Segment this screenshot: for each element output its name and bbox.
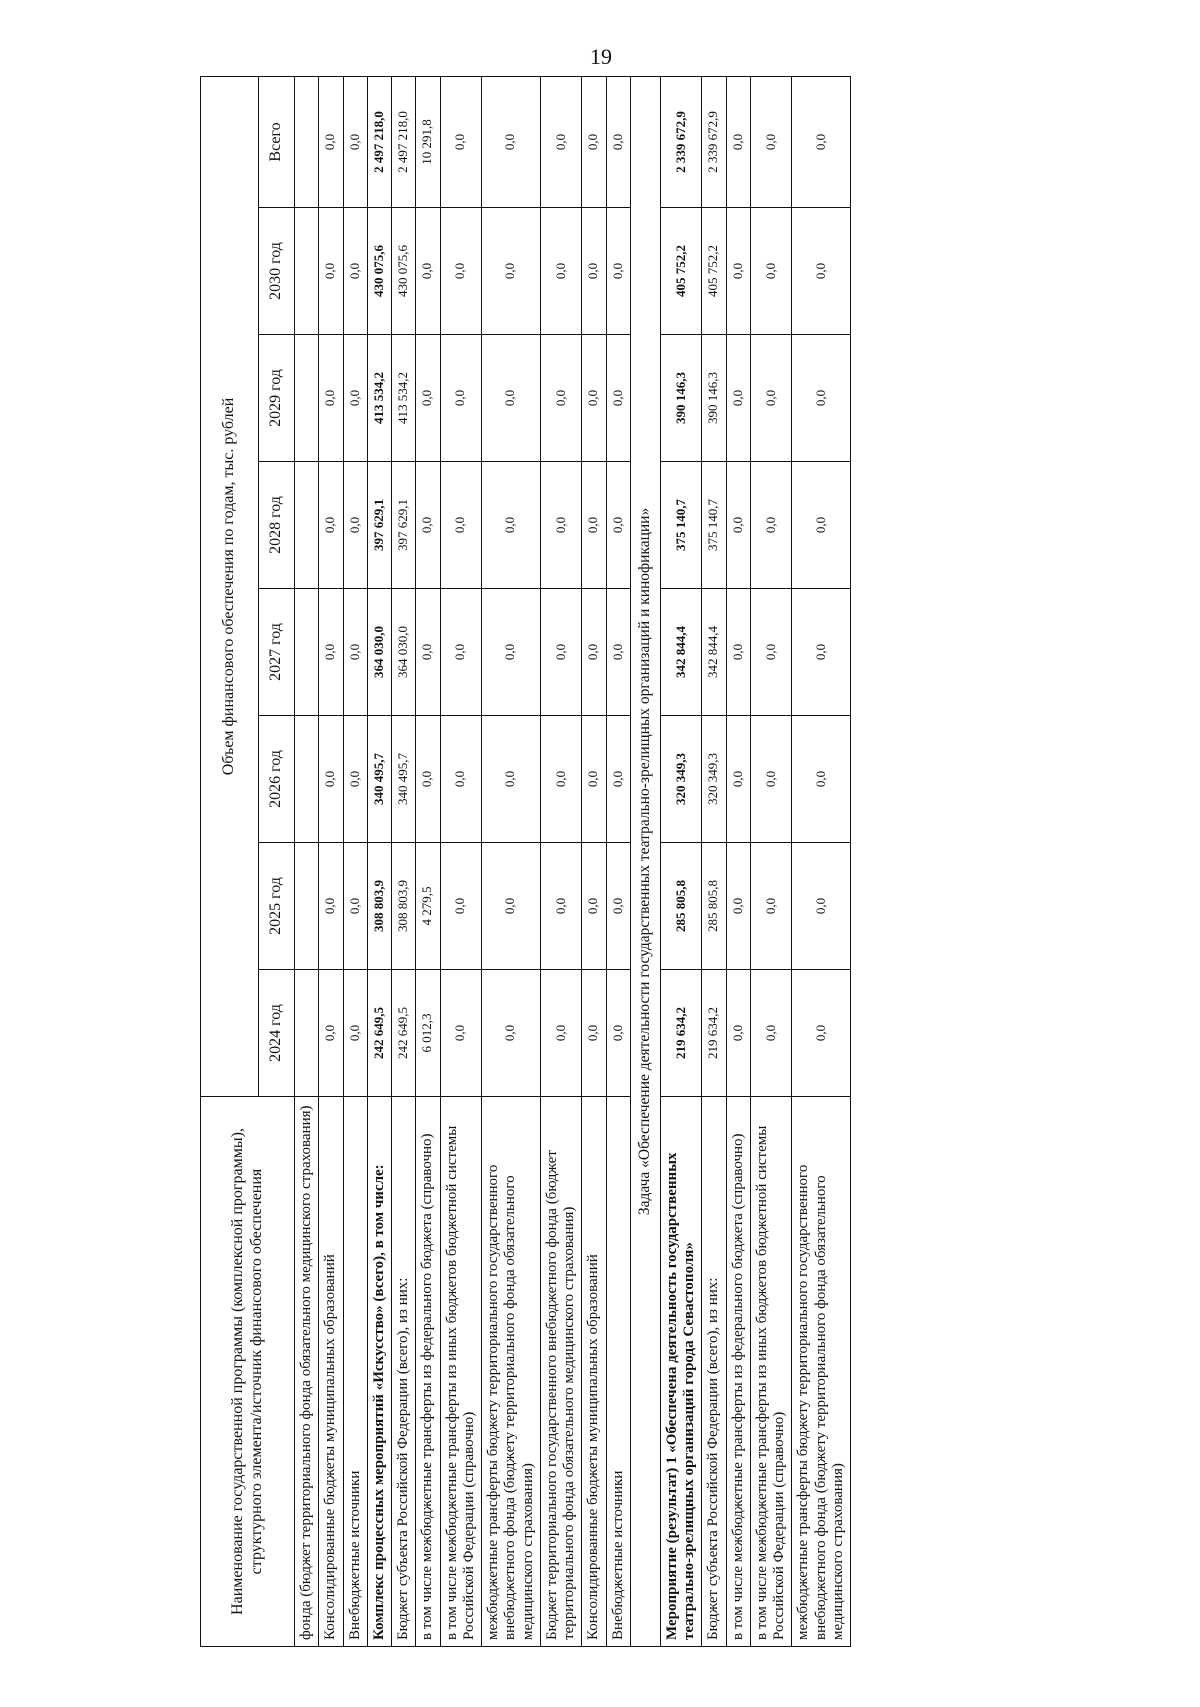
table-row: [482, 76, 541, 1646]
row-value-cell: 375 140,7: [702, 462, 726, 589]
row-value-cell: 0,0: [416, 716, 440, 843]
task-row: Задача «Обеспечение деятельности государственных театрально-зрелищных организаций и кинофикации»: [630, 76, 660, 1646]
row-value-cell: 0,0: [440, 716, 482, 843]
row-value-cell: 308 803,9: [392, 843, 416, 970]
year-header: 2029 год: [259, 335, 295, 462]
row-total-cell: 0,0: [440, 76, 482, 207]
row-value-cell: 0,0: [319, 462, 343, 589]
row-value-cell: 0,0: [582, 335, 606, 462]
row-value-cell: 0,0: [482, 589, 541, 716]
table-row: [792, 76, 851, 1646]
row-value-cell: 0,0: [750, 716, 792, 843]
year-header: 2026 год: [259, 716, 295, 843]
row-value-cell: 0,0: [440, 462, 482, 589]
year-header: 2025 год: [259, 843, 295, 970]
row-value-cell: 0,0: [540, 843, 582, 970]
total-header: Всего: [259, 76, 295, 207]
year-header: 2024 год: [259, 970, 295, 1097]
year-header: 2027 год: [259, 589, 295, 716]
row-value-cell: 242 649,5: [392, 970, 416, 1097]
row-value-cell: 0,0: [540, 589, 582, 716]
row-value-cell: 0,0: [750, 462, 792, 589]
row-label: Внебюджетные источники: [606, 1097, 630, 1647]
row-value-cell: 413 534,2: [392, 335, 416, 462]
page-number: 19: [590, 44, 612, 69]
row-value-cell: 364 030,0: [367, 589, 391, 716]
rotated-table-container: [200, 77, 1100, 1647]
row-value-cell: [295, 335, 319, 462]
row-value-cell: 0,0: [606, 208, 630, 335]
row-value-cell: 320 349,3: [660, 716, 702, 843]
row-value-cell: 0,0: [416, 208, 440, 335]
row-value-cell: 0,0: [606, 716, 630, 843]
row-value-cell: 0,0: [792, 462, 851, 589]
row-label: Внебюджетные источники: [343, 1097, 367, 1647]
row-total-cell: 0,0: [606, 76, 630, 207]
row-value-cell: 0,0: [726, 462, 750, 589]
row-value-cell: 0,0: [540, 335, 582, 462]
row-value-cell: 0,0: [726, 843, 750, 970]
row-value-cell: 0,0: [582, 716, 606, 843]
row-value-cell: 0,0: [482, 462, 541, 589]
row-value-cell: 405 752,2: [702, 208, 726, 335]
row-value-cell: 0,0: [343, 970, 367, 1097]
row-value-cell: 0,0: [606, 462, 630, 589]
table-row: [582, 76, 606, 1646]
row-value-cell: 4 279,5: [416, 843, 440, 970]
table-row: [750, 76, 792, 1646]
row-label: в том числе межбюджетные трансферты из федерального бюджета (справочно): [416, 1097, 440, 1647]
table-body-complex: [295, 76, 631, 1646]
row-total-cell: 2 339 672,9: [702, 76, 726, 207]
row-value-cell: 0,0: [750, 335, 792, 462]
row-value-cell: 413 534,2: [367, 335, 391, 462]
row-value-cell: 390 146,3: [660, 335, 702, 462]
row-value-cell: 0,0: [343, 208, 367, 335]
row-value-cell: 0,0: [416, 335, 440, 462]
row-total-cell: 2 497 218,0: [367, 76, 391, 207]
row-value-cell: 0,0: [792, 335, 851, 462]
financing-table: [200, 76, 851, 1647]
row-value-cell: 0,0: [319, 716, 343, 843]
row-value-cell: 0,0: [792, 589, 851, 716]
row-value-cell: [295, 843, 319, 970]
row-value-cell: 0,0: [750, 589, 792, 716]
row-value-cell: 0,0: [726, 589, 750, 716]
row-value-cell: 0,0: [482, 970, 541, 1097]
row-value-cell: 0,0: [440, 335, 482, 462]
row-value-cell: 0,0: [750, 970, 792, 1097]
row-value-cell: 375 140,7: [660, 462, 702, 589]
row-value-cell: [295, 716, 319, 843]
row-total-cell: 2 339 672,9: [660, 76, 702, 207]
row-value-cell: 0,0: [416, 462, 440, 589]
row-value-cell: 0,0: [540, 462, 582, 589]
row-value-cell: 397 629,1: [392, 462, 416, 589]
row-total-cell: 0,0: [482, 76, 541, 207]
row-total-cell: 0,0: [319, 76, 343, 207]
row-value-cell: 0,0: [319, 208, 343, 335]
row-value-cell: 0,0: [582, 462, 606, 589]
row-value-cell: 405 752,2: [660, 208, 702, 335]
table-row: [540, 76, 582, 1646]
row-label: фонда (бюджет территориального фонда обязательного медицинского страхования): [295, 1097, 319, 1647]
row-value-cell: 0,0: [343, 843, 367, 970]
row-value-cell: 0,0: [482, 716, 541, 843]
row-value-cell: [295, 589, 319, 716]
row-value-cell: 0,0: [319, 843, 343, 970]
table-body-task: [630, 76, 660, 1646]
row-label: Бюджет субъекта Российской Федерации (всего), из них:: [392, 1097, 416, 1647]
row-value-cell: 0,0: [792, 208, 851, 335]
row-value-cell: 285 805,8: [660, 843, 702, 970]
row-total-cell: 10 291,8: [416, 76, 440, 207]
row-value-cell: 0,0: [792, 970, 851, 1097]
row-value-cell: 0,0: [582, 843, 606, 970]
table-row: [367, 76, 391, 1646]
row-value-cell: 0,0: [482, 843, 541, 970]
year-header: 2028 год: [259, 462, 295, 589]
row-value-cell: 308 803,9: [367, 843, 391, 970]
row-value-cell: 342 844,4: [702, 589, 726, 716]
row-value-cell: 0,0: [416, 589, 440, 716]
table-row: [416, 76, 440, 1646]
row-value-cell: 0,0: [606, 970, 630, 1097]
row-value-cell: 397 629,1: [367, 462, 391, 589]
row-value-cell: 219 634,2: [702, 970, 726, 1097]
row-value-cell: 364 030,0: [392, 589, 416, 716]
row-value-cell: [295, 970, 319, 1097]
row-value-cell: 320 349,3: [702, 716, 726, 843]
row-value-cell: 0,0: [606, 335, 630, 462]
row-value-cell: 430 075,6: [392, 208, 416, 335]
row-value-cell: 0,0: [750, 208, 792, 335]
row-value-cell: 285 805,8: [702, 843, 726, 970]
row-label: Консолидированные бюджеты муниципальных образований: [319, 1097, 343, 1647]
row-value-cell: 0,0: [750, 843, 792, 970]
row-value-cell: 0,0: [343, 462, 367, 589]
row-value-cell: 0,0: [726, 970, 750, 1097]
row-value-cell: 0,0: [582, 589, 606, 716]
row-label: межбюджетные трансферты бюджету территориального государственного внебюджетного фонда (бюджету территориального фонда обязательного медицинского страхования): [792, 1097, 851, 1647]
row-total-cell: 0,0: [582, 76, 606, 207]
table-row: [726, 76, 750, 1646]
row-label: Мероприятие (результат) 1 «Обеспечена деятельность государственных театрально-зрелищных организаций города Севастополя»: [660, 1097, 702, 1647]
table-body-measure: [660, 76, 850, 1646]
row-value-cell: 0,0: [606, 589, 630, 716]
row-label: Бюджет территориального государственного внебюджетного фонда (бюджет территориального фонда обязательного медицинского страхования): [540, 1097, 582, 1647]
row-value-cell: 430 075,6: [367, 208, 391, 335]
row-total-cell: 2 497 218,0: [392, 76, 416, 207]
row-value-cell: 0,0: [726, 208, 750, 335]
row-label: в том числе межбюджетные трансферты из иных бюджетов бюджетной системы Российской Федерации (справочно): [440, 1097, 482, 1647]
row-value-cell: 0,0: [540, 716, 582, 843]
row-value-cell: 0,0: [319, 589, 343, 716]
row-value-cell: 6 012,3: [416, 970, 440, 1097]
row-label: Бюджет субъекта Российской Федерации (всего), из них:: [702, 1097, 726, 1647]
row-value-cell: 390 146,3: [702, 335, 726, 462]
row-value-cell: 340 495,7: [392, 716, 416, 843]
row-value-cell: 0,0: [343, 335, 367, 462]
row-label: межбюджетные трансферты бюджету территориального государственного внебюджетного фонда (бюджету территориального фонда обязательного медицинского страхования): [482, 1097, 541, 1647]
row-value-cell: 342 844,4: [660, 589, 702, 716]
row-value-cell: 0,0: [440, 843, 482, 970]
row-value-cell: [295, 462, 319, 589]
row-value-cell: 0,0: [726, 716, 750, 843]
row-label: в том числе межбюджетные трансферты из иных бюджетов бюджетной системы Российской Федерации (справочно): [750, 1097, 792, 1647]
row-total-cell: 0,0: [343, 76, 367, 207]
row-total-cell: [295, 76, 319, 207]
table-row: [343, 76, 367, 1646]
table-row: [319, 76, 343, 1646]
row-value-cell: 0,0: [792, 843, 851, 970]
table-row: [606, 76, 630, 1646]
row-value-cell: 0,0: [540, 970, 582, 1097]
name-column-header: Наименование государственной программы (комплексной программы), структурного элемента/источник финансового обеспечения: [201, 1097, 295, 1647]
row-value-cell: 0,0: [343, 716, 367, 843]
row-label: в том числе межбюджетные трансферты из федерального бюджета (справочно): [726, 1097, 750, 1647]
row-value-cell: 0,0: [482, 335, 541, 462]
row-value-cell: 242 649,5: [367, 970, 391, 1097]
row-value-cell: 0,0: [319, 970, 343, 1097]
row-value-cell: 0,0: [440, 589, 482, 716]
table-row: [440, 76, 482, 1646]
row-value-cell: 219 634,2: [660, 970, 702, 1097]
row-value-cell: 0,0: [343, 589, 367, 716]
row-value-cell: [295, 208, 319, 335]
row-total-cell: 0,0: [750, 76, 792, 207]
row-value-cell: 0,0: [440, 970, 482, 1097]
table-row: [660, 76, 702, 1646]
year-header: 2030 год: [259, 208, 295, 335]
row-label: Комплекс процессных мероприятий «Искусство» (всего), в том числе:: [367, 1097, 391, 1647]
row-value-cell: 0,0: [792, 716, 851, 843]
row-value-cell: 0,0: [319, 335, 343, 462]
row-value-cell: 340 495,7: [367, 716, 391, 843]
table-row: [702, 76, 726, 1646]
row-value-cell: 0,0: [582, 208, 606, 335]
row-total-cell: 0,0: [726, 76, 750, 207]
row-value-cell: 0,0: [440, 208, 482, 335]
row-value-cell: 0,0: [726, 335, 750, 462]
row-total-cell: 0,0: [792, 76, 851, 207]
volume-title-header: Объем финансового обеспечения по годам, тыс. рублей: [201, 76, 259, 1096]
table-row: [295, 76, 319, 1646]
row-value-cell: 0,0: [606, 843, 630, 970]
table-row: [392, 76, 416, 1646]
row-value-cell: 0,0: [540, 208, 582, 335]
row-label: Консолидированные бюджеты муниципальных образований: [582, 1097, 606, 1647]
row-total-cell: 0,0: [540, 76, 582, 207]
row-value-cell: 0,0: [482, 208, 541, 335]
row-value-cell: 0,0: [582, 970, 606, 1097]
